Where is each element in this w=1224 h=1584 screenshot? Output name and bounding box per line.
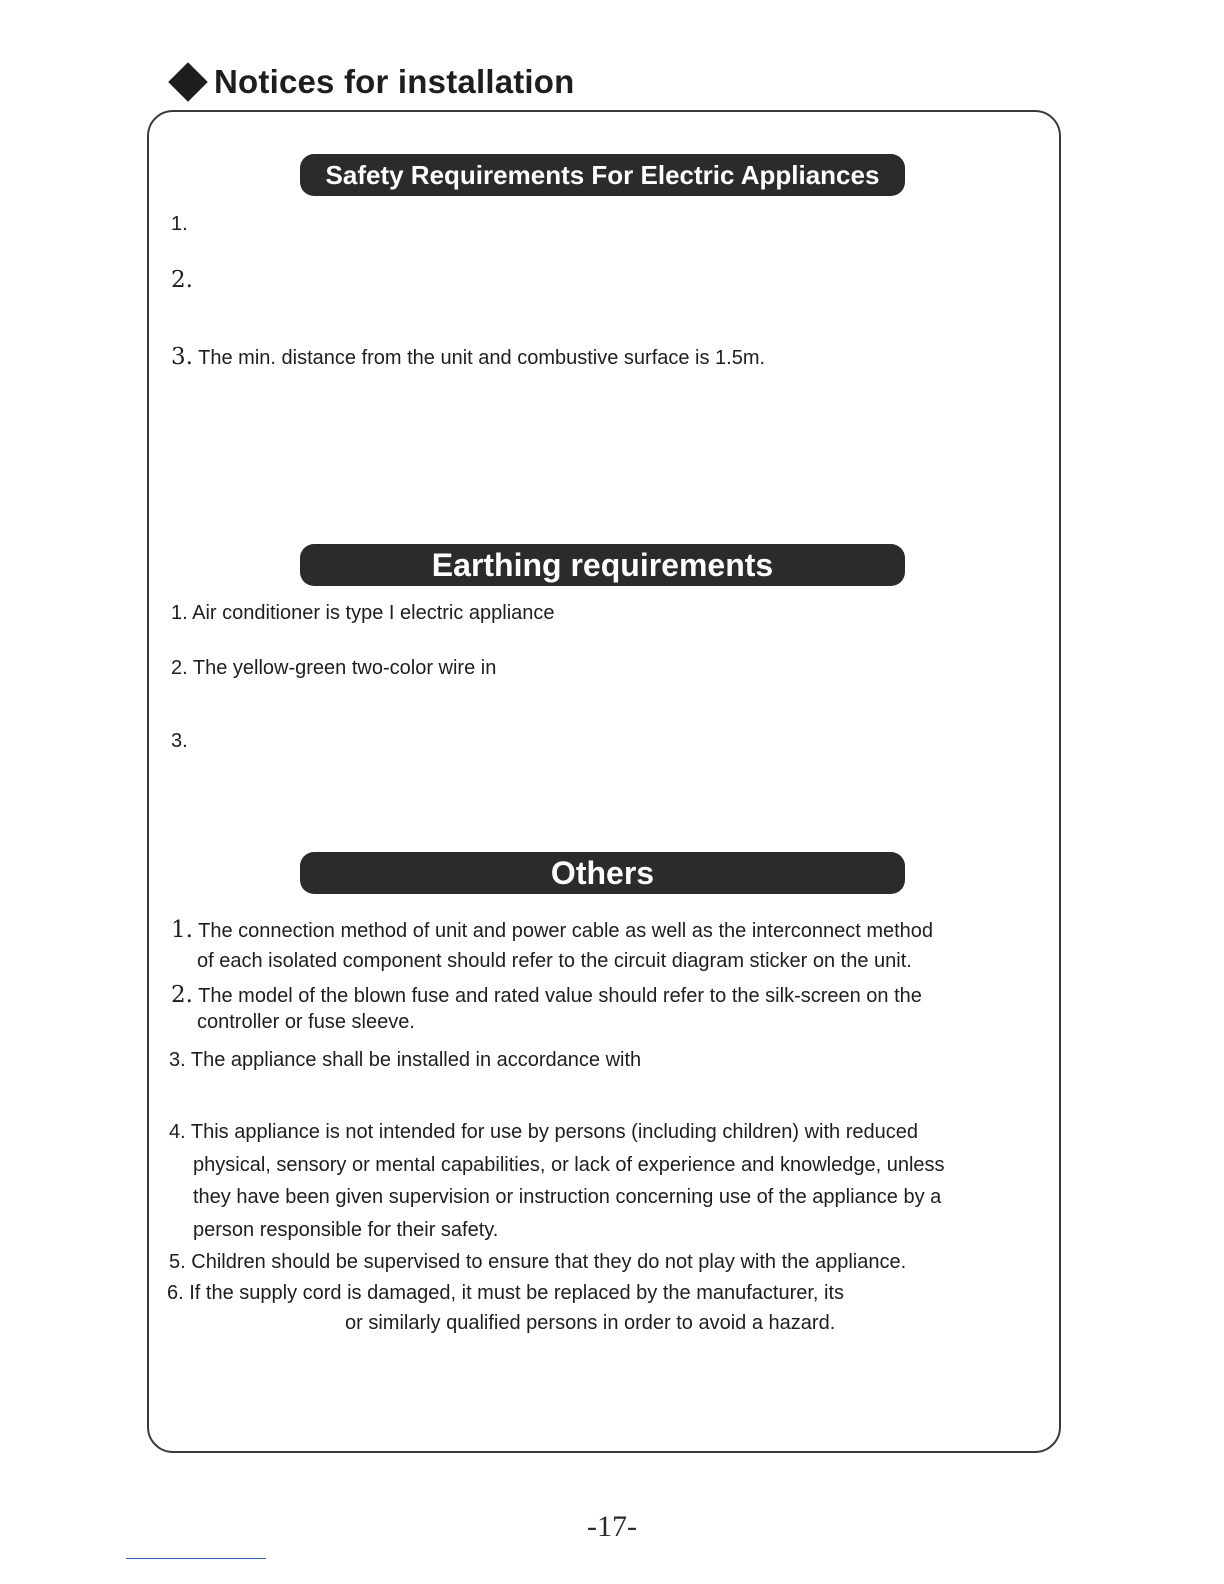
page-number: -17- (587, 1510, 637, 1543)
page-heading (168, 58, 575, 106)
earthing-item-2: 2. The yellow-green two-color wire in (171, 657, 497, 679)
others-item-4-continuation-1: physical, sensory or mental capabilities, or lack of experience and knowledge, unless (193, 1154, 945, 1176)
diamond-bullet-icon (168, 62, 208, 102)
safety-item-3: 3. The min. distance from the unit and combustive surface is 1.5m. (171, 344, 766, 370)
others-item-4-continuation-3: person responsible for their safety. (193, 1219, 499, 1241)
page-title: Notices for installation (214, 63, 575, 100)
earthing-item-3: 3. (171, 730, 188, 752)
others-item-5: 5. Children should be supervised to ensure that they do not play with the appliance. (169, 1251, 907, 1273)
safety-item-1: 1. (171, 213, 188, 235)
earthing-item-1: 1. Air conditioner is type I electric appliance (171, 602, 555, 624)
others-item-4: 4. This appliance is not intended for use by persons (including children) with reduced (169, 1121, 918, 1143)
others-item-6-continuation: or similarly qualified persons in order to avoid a hazard. (345, 1312, 836, 1334)
others-item-1: 1. The connection method of unit and power cable as well as the interconnect method (171, 917, 934, 943)
section-title-earthing: Earthing requirements (300, 544, 905, 586)
others-item-6: 6. If the supply cord is damaged, it must be replaced by the manufacturer, its (167, 1282, 845, 1304)
footer-line (126, 1558, 266, 1559)
others-item-4-continuation-2: they have been given supervision or instruction concerning use of the appliance by a (193, 1186, 942, 1208)
others-item-2: 2. The model of the blown fuse and rated value should refer to the silk-screen on the (171, 982, 922, 1008)
others-item-1-continuation: of each isolated component should refer to the circuit diagram sticker on the unit. (197, 950, 912, 972)
others-item-2-continuation: controller or fuse sleeve. (197, 1011, 415, 1033)
safety-item-2: 2. (171, 267, 193, 293)
section-title-others: Others (300, 852, 905, 894)
others-item-3: 3. The appliance shall be installed in accordance with (169, 1049, 642, 1071)
section-title-safety: Safety Requirements For Electric Appliances (300, 154, 905, 196)
